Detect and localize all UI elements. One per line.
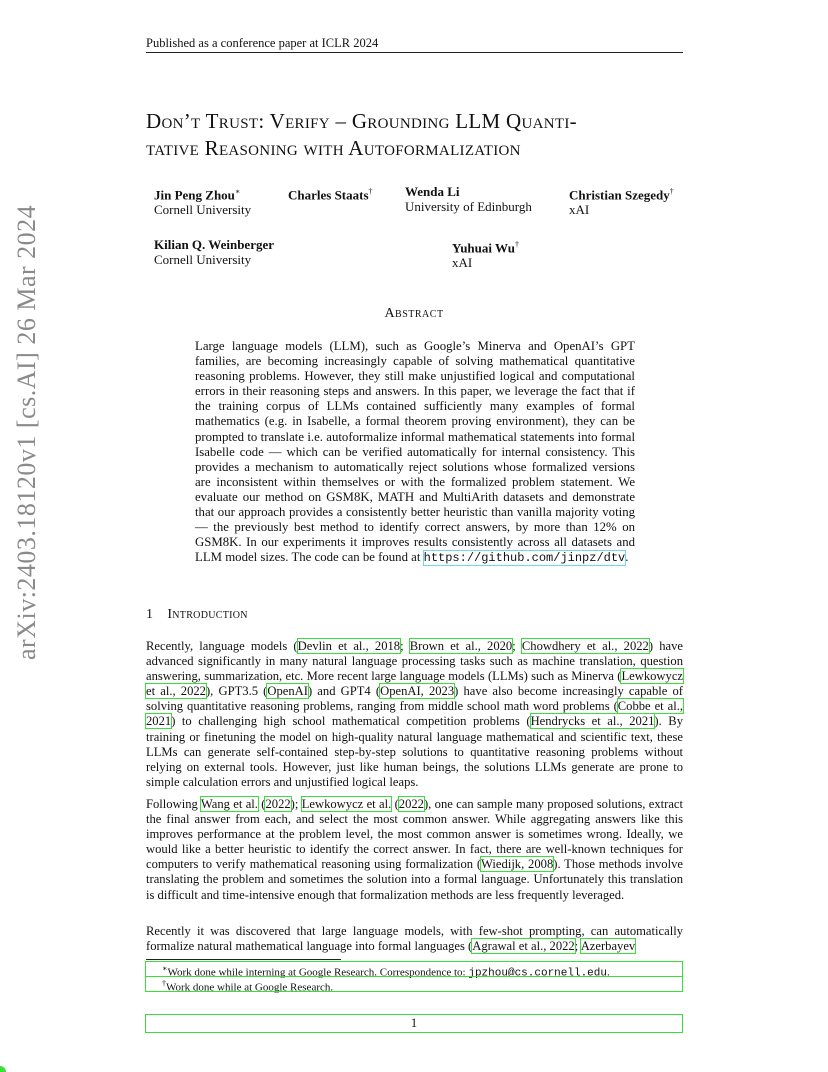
citation-link[interactable]: Lewkowycz et al. bbox=[301, 797, 392, 811]
abstract-end: . bbox=[625, 550, 629, 565]
paragraph-text: ) have also become increasingly capable of solving quantitative reasoning problems, ranging from middle school math word problems ( bbox=[146, 684, 683, 714]
paragraph-text: Recently it was discovered that large language models, with few-shot prompting, can automatically formalize natural mathematical language into formal languages ( bbox=[146, 924, 683, 954]
paper-title bbox=[146, 108, 706, 162]
section-heading bbox=[146, 607, 248, 623]
title-line-2: tative Reasoning with Autoformalization bbox=[146, 136, 521, 160]
citation-link[interactable]: Agrawal et al., 2022 bbox=[472, 939, 575, 954]
citation-link[interactable]: Cobbe et al., 2021 bbox=[146, 699, 683, 729]
author-block bbox=[154, 184, 251, 217]
author-affiliation: University of Edinburgh bbox=[405, 199, 532, 214]
citation-link[interactable]: Devlin et al., 2018 bbox=[297, 639, 401, 653]
corner-marker bbox=[0, 1066, 6, 1072]
author-mark: † bbox=[515, 240, 520, 249]
paragraph-text: ), GPT3.5 ( bbox=[205, 684, 268, 699]
paragraph-text: ) have advanced significantly in many natural language processing tasks such as machine translation, question answering, summarization, etc. More recent large language models (LLMs) such as Minerva ( bbox=[146, 639, 683, 684]
citation-link[interactable]: OpenAI bbox=[267, 684, 308, 699]
paragraph-text: ; bbox=[400, 639, 410, 653]
author-affiliation: Cornell University bbox=[154, 202, 252, 218]
paragraph-text: ( bbox=[391, 797, 399, 811]
abstract-text: Large language models (LLM), such as Google’s Minerva and OpenAI’s GPT families, are becoming increasingly capable of solving mathematical quantitative reasoning problems. However, they still make unjustified logical and computational errors in their reasoning steps and answers. In this paper, we leverage the fact that if the training corpus of LLMs contained sufficiently many examples of formal mathematics (e.g. in Isabelle, a formal theorem proving environment), they can be prompted to translate i.e. autoformalize informal mathematical statements into formal Isabelle code — which can be verified automatically for internal consistency. This provides a mechanism to automatically reject solutions whose formalized versions are inconsistent within themselves or with the formalized problem statement. We evaluate our method on GSM8K, MATH and MultiArith datasets and demonstrate that our approach provides a consistently better heuristic than vanilla majority voting — the previously best method to identify correct answers, by more than 12% on GSM8K. In our experiments it improves results consistently across all datasets and LLM model sizes. The code can be found at bbox=[195, 339, 635, 565]
header-rule bbox=[146, 52, 683, 53]
section-title: Introduction bbox=[167, 607, 248, 622]
footnote-text: Work done while interning at Google Research. Correspondence to: bbox=[167, 966, 469, 979]
author-affiliation: xAI bbox=[569, 202, 590, 218]
paragraph-text: ; bbox=[574, 939, 581, 954]
intro-paragraph-2 bbox=[146, 797, 683, 903]
paragraph-text: Following bbox=[146, 797, 201, 811]
author-block bbox=[452, 237, 519, 270]
intro-paragraph-3 bbox=[146, 924, 683, 954]
author-mark: † bbox=[669, 187, 674, 196]
paragraph-text: ; bbox=[512, 639, 522, 653]
author-block bbox=[569, 184, 674, 217]
paragraph-text: ). Those methods involve translating the problem and sometimes the solution into a formal language. Unfortunately this translation is difficult and time-intensive enough that formalization methods are less frequently leveraged. bbox=[146, 857, 683, 902]
author-name: Jin Peng Zhou bbox=[154, 187, 235, 203]
author-block bbox=[288, 184, 373, 202]
citation-link[interactable]: OpenAI, 2023 bbox=[380, 684, 455, 699]
citation-link[interactable]: Lewkowycz et al., 2022 bbox=[146, 669, 683, 699]
footnote-end: . bbox=[606, 966, 610, 979]
author-name: Charles Staats bbox=[288, 187, 369, 203]
title-line-1: Don’t Trust: Verify – Grounding LLM Quanti- bbox=[146, 109, 577, 133]
author-name: Kilian Q. Weinberger bbox=[154, 237, 275, 252]
author-mark: † bbox=[368, 187, 373, 196]
paragraph-text: ). By training or finetuning the model on high-quality natural language mathematical and scientific text, these LLMs can generate self-contained step-by-step solutions to quantitative reasoning problems without relying on external tools. However, just like human beings, the solutions LLMs generate are prone to simple calculation errors and unjustified logical leaps. bbox=[146, 714, 683, 789]
paragraph-text: ) to challenging high school mathematical competition problems ( bbox=[171, 714, 531, 729]
footnote-2[interactable] bbox=[146, 977, 682, 994]
arxiv-identifier: arXiv:2403.18120v1 [cs.AI] 26 Mar 2024 bbox=[12, 204, 41, 660]
paragraph-text: ( bbox=[257, 797, 266, 811]
author-affiliation: xAI bbox=[452, 255, 473, 271]
abstract-body bbox=[195, 339, 635, 566]
citation-link[interactable]: Wiedijk, 2008 bbox=[481, 857, 554, 872]
citation-link[interactable]: 2022 bbox=[398, 797, 424, 811]
intro-paragraph-1 bbox=[146, 639, 683, 790]
citation-link[interactable]: 2022 bbox=[265, 797, 291, 811]
author-affiliation: Cornell University bbox=[154, 252, 252, 267]
citation-link[interactable]: Wang et al. bbox=[200, 797, 258, 811]
footnote-1[interactable] bbox=[146, 962, 682, 980]
citation-link[interactable]: Chowdhery et al., 2022 bbox=[521, 639, 649, 653]
author-name: Wenda Li bbox=[405, 184, 460, 199]
footnote-email[interactable]: jpzhou@cs.cornell.edu bbox=[468, 967, 607, 980]
citation-link[interactable]: Hendrycks et al., 2021 bbox=[530, 714, 655, 729]
code-link[interactable]: https://github.com/jinpz/dtv bbox=[423, 551, 626, 566]
footnote-mark: † bbox=[162, 979, 166, 988]
paragraph-text: ), one can sample many proposed solutions, extract the final answer from each, and select the most common answer. While aggregating answers like this improves performance at the problem level, the most common answer is sometimes wrong. Ideally, we would like a better heuristic to identify the correct answer. In fact, there are well-known techniques for computers to verify mathematical reasoning using formalization ( bbox=[146, 797, 684, 872]
paragraph-text: ); bbox=[290, 797, 302, 811]
section-number: 1 bbox=[146, 607, 154, 622]
venue-header: Published as a conference paper at ICLR 2024 bbox=[146, 36, 379, 50]
footnote-rule bbox=[146, 959, 341, 960]
paragraph-text: Recently, language models ( bbox=[146, 639, 298, 653]
author-block bbox=[154, 237, 274, 267]
author-name: Christian Szegedy bbox=[569, 187, 670, 203]
citation-link[interactable]: Azerbayev bbox=[580, 939, 636, 954]
author-block bbox=[405, 184, 532, 214]
citation-link[interactable]: Brown et al., 2020 bbox=[409, 639, 513, 653]
paragraph-text: ) and GPT4 ( bbox=[307, 684, 381, 699]
page-number[interactable]: 1 bbox=[146, 1015, 682, 1032]
footnote-mark: ∗ bbox=[162, 964, 168, 973]
author-name: Yuhuai Wu bbox=[452, 240, 516, 256]
abstract-heading: Abstract bbox=[384, 306, 444, 321]
author-mark: ∗ bbox=[234, 187, 241, 196]
footnote-text: Work done while at Google Research. bbox=[166, 981, 334, 994]
